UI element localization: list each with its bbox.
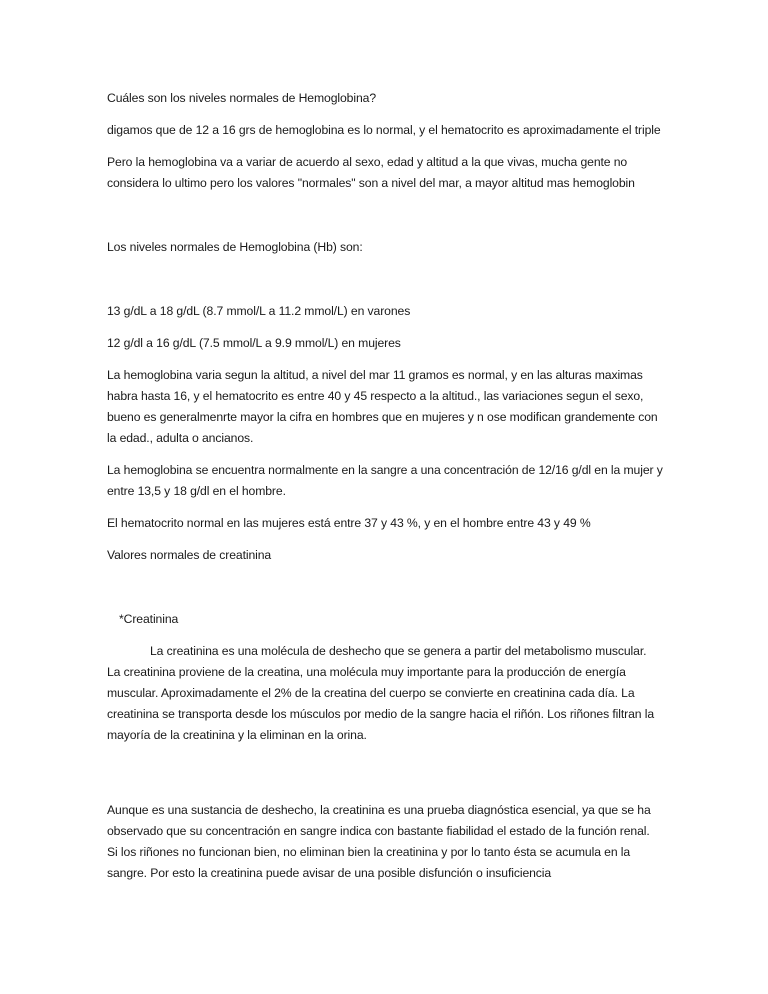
question-title: Cuáles son los niveles normales de Hemoglobina?: [107, 91, 376, 105]
hemoglobin-levels-heading: Los niveles normales de Hemoglobina (Hb) son:: [107, 240, 363, 254]
paragraph-altitude: La hemoglobina varia segun la altitud, a nivel del mar 11 gramos es normal, y en las alturas maximas habra hasta 16, y el hematocrito es entre 40 y 45 respecto a la altitud., las variaciones segun el sexo, bueno es generalmenrte mayor la cifra en hombres que en mujeres y n ose modifican grandemente con la edad., adulta o ancianos.: [107, 368, 658, 445]
hemoglobin-men-value: 13 g/dL a 18 g/dL (8.7 mmol/L a 11.2 mmol/L) en varones: [107, 304, 411, 318]
paragraph-creatinine-definition: La creatinina es una molécula de deshecho que se genera a partir del metabolismo muscular. La creatinina proviene de la creatina, una molécula muy importante para la producción de energía muscular. Aproximadamente el 2% de la creatina del cuerpo se convierte en creatinina cada día. La creatinina se transporta desde los músculos por medio de la sangre hacia el riñón. Los riñones filtran la mayoría de la creatinina y la eliminan en la orina.: [107, 644, 655, 742]
blank-line: [107, 757, 663, 800]
blank-line: [107, 269, 663, 301]
creatinine-item: *Creatinina: [119, 612, 179, 626]
paragraph-hemoglobin-normal: digamos que de 12 a 16 grs de hemoglobina es lo normal, y el hematocrito es aproximadamente el triple: [107, 123, 661, 137]
blank-line: [107, 577, 663, 609]
document-body: [107, 88, 663, 895]
paragraph-hemoglobin-variation: Pero la hemoglobina va a variar de acuerdo al sexo, edad y altitud a la que vivas, mucha gente no considera lo ultimo pero los valores "normales" son a nivel del mar, a mayor altitud mas hemoglobin: [107, 155, 635, 190]
blank-line: [107, 205, 663, 237]
creatinine-heading: Valores normales de creatinina: [107, 548, 272, 562]
paragraph-concentration: La hemoglobina se encuentra normalmente en la sangre a una concentración de 12/16 g/dl en la mujer y entre 13,5 y 18 g/dl en el hombre.: [107, 463, 663, 498]
paragraph-creatinine-diagnostic: Aunque es una sustancia de deshecho, la creatinina es una prueba diagnóstica esencial, ya que se ha observado que su concentración en sangre indica con bastante fiabilidad el estado de la función renal. Si los riñones no funcionan bien, no eliminan bien la creatinina y por lo tanto ésta se acumula en la sangre. Por esto la creatinina puede avisar de una posible disfunción o insuficiencia: [107, 803, 651, 880]
hemoglobin-women-value: 12 g/dl a 16 g/dL (7.5 mmol/L a 9.9 mmol/L) en mujeres: [107, 336, 401, 350]
paragraph-hematocrit: El hematocrito normal en las mujeres está entre 37 y 43 %, y en el hombre entre 43 y 49 %: [107, 516, 591, 530]
